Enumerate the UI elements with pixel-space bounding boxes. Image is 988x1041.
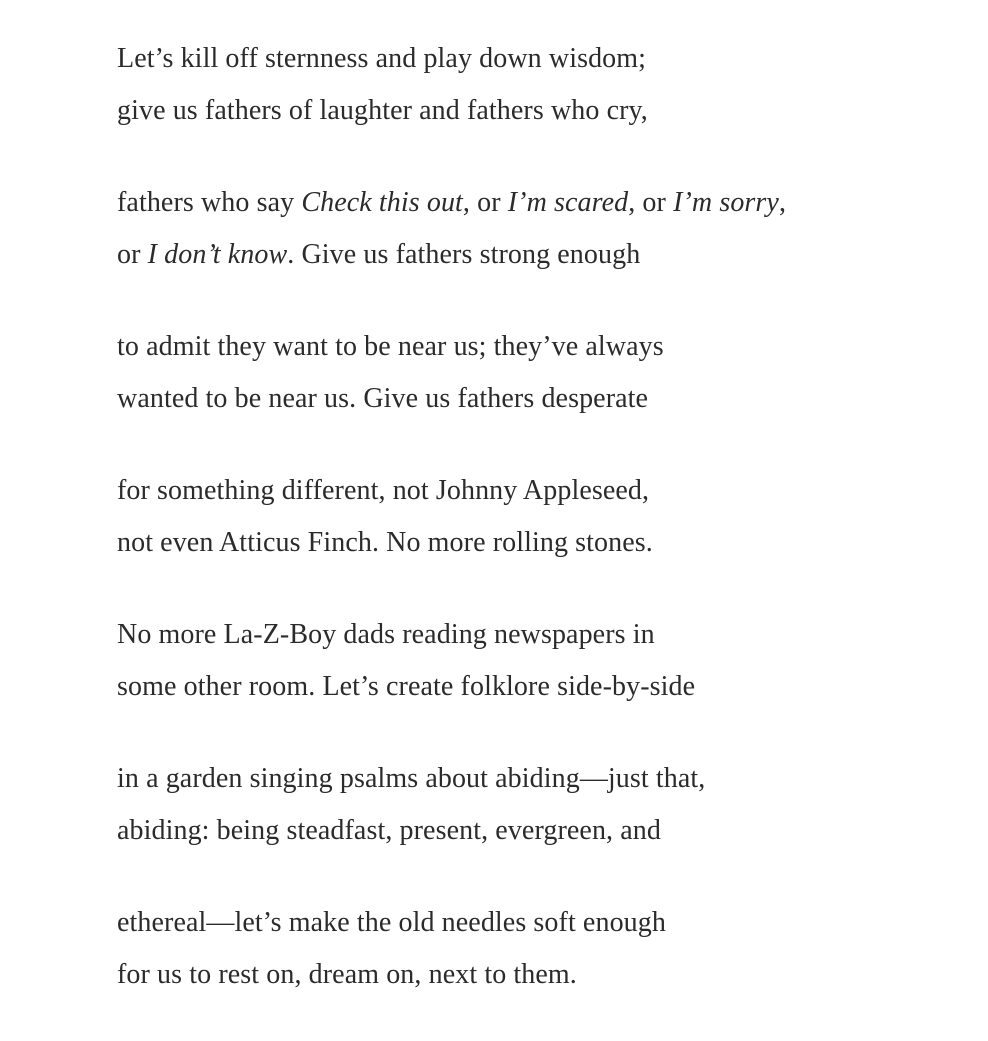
- line-text: ,: [778, 187, 787, 218]
- line-text: for something different, not Johnny Appleseed,: [117, 475, 650, 506]
- poem-line: [117, 753, 977, 805]
- line-text: to admit they want to be near us; they’ve always: [117, 331, 664, 362]
- poem-line: [117, 321, 977, 373]
- stanza: [117, 321, 977, 425]
- line-text: for us to rest on, dream on, next to them.: [117, 959, 577, 990]
- poem-line: [117, 177, 977, 229]
- stanza: [117, 465, 977, 569]
- line-text: Let’s kill off sternness and play down wisdom;: [117, 43, 647, 74]
- poem-line: [117, 517, 977, 569]
- poem-line: [117, 229, 977, 281]
- poem-line: [117, 33, 977, 85]
- poem-line: [117, 897, 977, 949]
- poem-line: [117, 805, 977, 857]
- line-text: fathers who say: [117, 187, 302, 218]
- line-text: , or: [462, 187, 508, 218]
- line-text: some other room. Let’s create folklore side-by-side: [117, 671, 696, 702]
- line-text: , or: [628, 187, 674, 218]
- line-text: abiding: being steadfast, present, evergreen, and: [117, 815, 661, 846]
- italic-phrase: I’m scared: [507, 187, 629, 218]
- stanza: [117, 609, 977, 713]
- italic-phrase: I’m sorry: [673, 187, 779, 218]
- line-text: wanted to be near us. Give us fathers desperate: [117, 383, 649, 414]
- italic-phrase: I don’t know: [147, 239, 288, 270]
- line-text: No more La-Z-Boy dads reading newspapers in: [117, 619, 655, 650]
- stanza: [117, 897, 977, 1001]
- line-text: give us fathers of laughter and fathers who cry,: [117, 95, 648, 126]
- stanza: [117, 753, 977, 857]
- stanza: [117, 177, 977, 281]
- line-text: or: [117, 239, 148, 270]
- poem-line: [117, 465, 977, 517]
- poem-line: [117, 373, 977, 425]
- poem-line: [117, 85, 977, 137]
- poem-body: [117, 33, 977, 1041]
- poem-line: [117, 609, 977, 661]
- line-text: . Give us fathers strong enough: [287, 239, 641, 270]
- line-text: ethereal—let’s make the old needles soft enough: [117, 907, 666, 938]
- line-text: in a garden singing psalms about abiding—just that,: [117, 763, 706, 794]
- poem-line: [117, 661, 977, 713]
- poem-line: [117, 949, 977, 1001]
- italic-phrase: Check this out: [301, 187, 463, 218]
- stanza: [117, 33, 977, 137]
- line-text: not even Atticus Finch. No more rolling stones.: [117, 527, 653, 558]
